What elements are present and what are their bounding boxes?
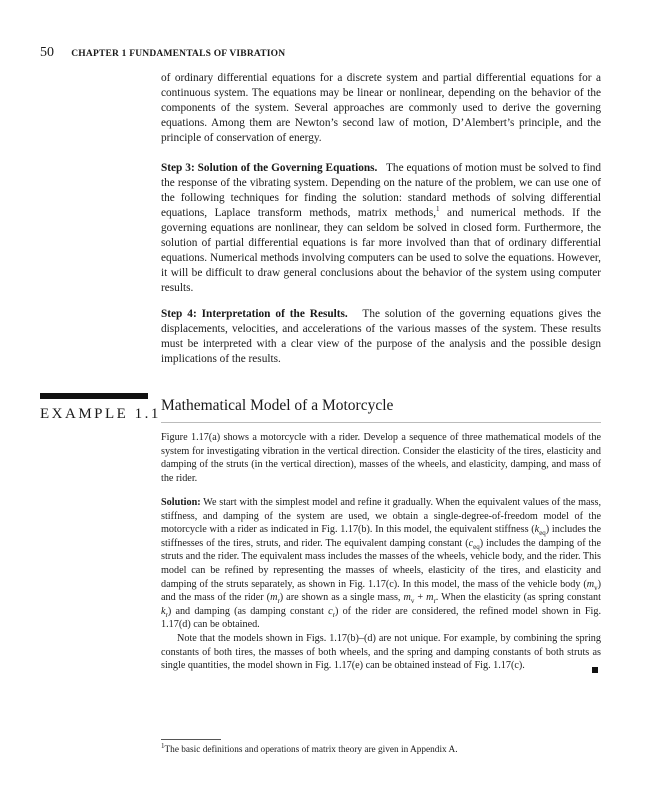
step4-section xyxy=(161,307,601,367)
footnote-ref: 1 xyxy=(436,205,440,214)
subscript-v: v xyxy=(594,583,598,592)
example-end-marker xyxy=(592,667,598,673)
problem-paragraph: Figure 1.17(a) shows a motorcycle with a rider. Develop a sequence of three mathematical models of the system for investigating vibration in the vertical direction. Consider the elasticity of the tires, elasticity and damping of the struts (in the vertical direction), masses of the wheels, and elasticity, damping, and mass of the rider. xyxy=(161,432,601,484)
plus-sign: + xyxy=(414,592,427,604)
example-bar xyxy=(40,393,148,399)
example-problem xyxy=(161,431,601,485)
symbol-m: m xyxy=(426,592,434,604)
symbol-k: k xyxy=(534,524,540,536)
subscript-eq: eq xyxy=(473,542,480,551)
chapter-title: CHAPTER 1 FUNDAMENTALS OF VIBRATION xyxy=(71,49,286,59)
solution-label: Solution: xyxy=(161,497,201,508)
step4-text: The solution of the governing equations gives the displacements, velocities, and accelerations of the various masses of the system. These results must be interpreted with a clear view of the purpose of the analysis and the possible design implications of the results. xyxy=(161,308,601,365)
step3-section xyxy=(161,161,601,296)
symbol-m: m xyxy=(270,592,278,604)
solution-text-4: ) and the mass of the rider ( xyxy=(161,578,601,604)
solution-text-3: ) includes the damping of the struts and the rider. The equivalent mass includes the masses of the wheels, vehicle body, and the rider. This model can be refined by representing the masses of wheels, elasticity of the tires, and elasticity and damping of the struts separately, as shown in Fig. 1.17(c). In this model, the mass of the vehicle body ( xyxy=(161,537,602,590)
subscript-v: v xyxy=(410,597,415,606)
example-label: EXAMPLE 1.1 xyxy=(40,406,161,422)
step3-text-a: The equations of motion must be solved to find the response of the vibrating system. Depending on the nature of the problem, we can use one of the following techniques for finding the solution: standard methods of solving differential equations, Laplace transform methods, matrix methods, xyxy=(161,162,602,219)
footnote-divider xyxy=(161,739,221,740)
subscript-r: r xyxy=(332,610,336,619)
footnote xyxy=(161,741,458,755)
symbol-m: m xyxy=(403,592,411,604)
step3-text-b: and numerical methods. If the governing equations are nonlinear, they can seldom be solved in closed form. Furthermore, the solution of partial differential equations is far more involved than that of ordinary differential equations. Numerical methods involving computers can be used to solve the equations. However, it will be difficult to draw general conclusions about the behavior of the system using computer results. xyxy=(161,207,602,294)
symbol-m: m xyxy=(586,578,595,590)
subscript-r: r xyxy=(277,597,280,606)
solution-text-5: ) are shown as a single mass, xyxy=(279,592,404,604)
symbol-k: k xyxy=(161,605,166,617)
example-divider xyxy=(161,422,601,423)
page-number: 50 xyxy=(40,45,54,60)
intro-section xyxy=(161,71,601,146)
solution-text-6: . When the elasticity (as spring constant xyxy=(435,592,601,604)
example-solution xyxy=(161,496,601,673)
solution-text-8: ) of the rider are considered, the refined model shown in Fig. 1.17(d) can be obtained. xyxy=(161,605,601,631)
symbol-c: c xyxy=(468,537,474,549)
symbol-c: c xyxy=(328,605,333,617)
subscript-r: r xyxy=(433,597,436,606)
subscript-eq: eq xyxy=(539,529,546,538)
subscript-r: r xyxy=(165,610,168,619)
step4-paragraph xyxy=(161,307,601,367)
intro-paragraph: of ordinary differential equations for a discrete system and partial differential equations for a continuous system. The equations may be linear or nonlinear, depending on the behavior of the components of the system. Several approaches are commonly used to derive the governing equations. Among them are Newton’s second law of motion, D’Alembert’s principle, and the principle of conservation of energy. xyxy=(161,72,601,144)
note-paragraph: Note that the models shown in Figs. 1.17(b)–(d) are not unique. For example, by combining the spring constants of both tires, the masses of both wheels, and the spring and damping constants of both struts as single quantities, the model shown in Fig. 1.17(e) can be obtained instead of Fig. 1.17(c). xyxy=(161,632,601,672)
page-header xyxy=(40,44,285,61)
footnote-marker: 1 xyxy=(161,741,165,750)
solution-text-1: We start with the simplest model and refine it gradually. When the equivalent values of the mass, stiffness, and damping of the system are used, we obtain a single-degree-of-freedom model of the motorcycle with a rider as indicated in Fig. 1.17(b). In this model, the equivalent stiffness ( xyxy=(161,497,601,536)
step3-paragraph xyxy=(161,161,601,296)
footnote-text: The basic definitions and operations of matrix theory are given in Appendix A. xyxy=(164,745,458,755)
solution-paragraph xyxy=(161,496,601,632)
solution-text-7: ) and damping (as damping constant xyxy=(167,605,329,617)
step4-heading: Step 4: Interpretation of the Results. xyxy=(161,308,348,320)
example-title: Mathematical Model of a Motorcycle xyxy=(161,397,394,414)
solution-text-2: ) includes the stiffnesses of the tires, struts, and rider. The equivalent damping constant ( xyxy=(161,524,601,549)
step3-heading: Step 3: Solution of the Governing Equations. xyxy=(161,162,378,174)
